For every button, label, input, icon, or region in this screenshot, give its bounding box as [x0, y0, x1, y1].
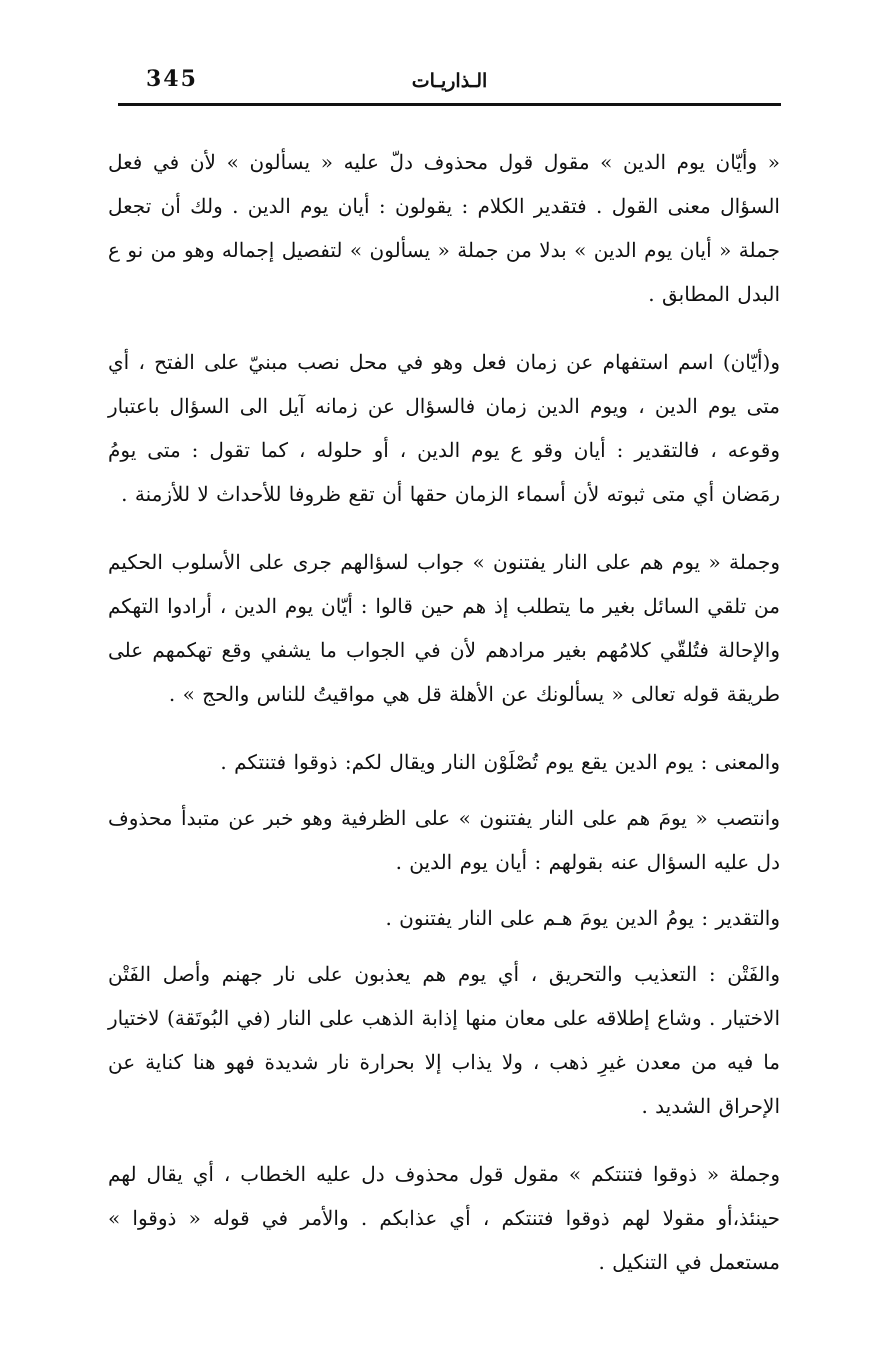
page-body	[108, 140, 780, 1284]
page-number: 345	[146, 66, 198, 92]
paragraph-3: وجملة « يوم هم على النار يفتنون » جواب لسؤالهم جرى على الأسلوب الحكيم من تلقي السائل بغير ما يتطلب إذ هم حين قالوا : أيّان يوم الدين ، أرادوا التهكم والإحالة فتُلقّي كلامُهم بغير مرادهم لأن في الجواب ما يشفي وقع تهكمهم على طريقة قوله تعالى « يسألونك عن الأهلة قل هي مواقيتُ للناس والحج » .	[108, 550, 780, 706]
header-rule	[118, 103, 781, 106]
surah-title: الـذاريـات	[411, 70, 488, 92]
paragraph-1: « وأيّان يوم الدين » مقول قول محذوف دلّ عليه « يسألون » لأن في فعل السؤال معنى القول . فتقدير الكلام : يقولون : أيان يوم الدين . ولك أن تجعل جملة « أيان يوم الدين » بدلا من جملة « يسألون » لتفصيل إجماله وهو من نو ع البدل المطابق .	[108, 150, 780, 306]
paragraph-7: والفَتْن : التعذيب والتحريق ، أي يوم هم يعذبون على نار جهنم وأصل الفَتْن الاختيار . وشاع إطلاقه على معان منها إذابة الذهب على النار (في البُوتَقة) لاختيار ما فيه من معدن غيرِ ذهب ، ولا يذاب إلا بحرارة نار شديدة فهو هنا كناية عن الإحراق الشديد .	[108, 962, 780, 1118]
running-header	[118, 60, 781, 100]
paragraph-2: و(أيّان) اسم استفهام عن زمان فعل وهو في محل نصب مبنيّ على الفتح ، أي متى يوم الدين ، ويوم الدين زمان فالسؤال عن زمانه آيل الى السؤال باعتبار وقوعه ، فالتقدير : أيان وقو ع يوم الدين ، أو حلوله ، كما تقول : متى يومُ رمَضان أي متى ثبوته لأن أسماء الزمان حقها أن تقع ظروفا للأحداث لا للأزمنة .	[108, 350, 780, 506]
paragraph-4: والمعنى : يوم الدين يقع يوم تُصْلَوْن النار ويقال لكم: ذوقوا فتنتكم .	[220, 750, 780, 774]
paragraph-8: وجملة « ذوقوا فتنتكم » مقول قول محذوف دل عليه الخطاب ، أي يقال لهم حينئذ،أو مقولا لهم ذوقوا فتنتكم ، أي عذابكم . والأمر في قوله « ذوقوا » مستعمل في التنكيل .	[108, 1162, 780, 1274]
paragraph-6: والتقدير : يومُ الدين يومَ هـم على النار يفتنون .	[385, 906, 780, 930]
paragraph-5: وانتصب « يومَ هم على النار يفتنون » على الظرفية وهو خبر عن متبدأ محذوف دل عليه السؤال عنه بقولهم : أيان يوم الدين .	[108, 806, 780, 874]
